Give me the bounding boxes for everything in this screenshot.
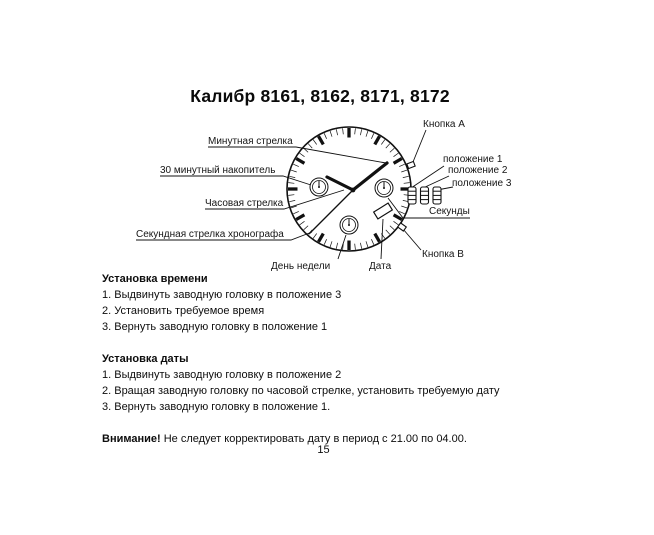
date-step-2: 2. Вращая заводную головку по часовой стрелке, установить требуемую дату	[102, 385, 500, 397]
subdial-seconds	[375, 179, 393, 197]
leader-button-b	[403, 229, 421, 250]
crown-position-1	[408, 187, 416, 204]
label-chrono-second-hand: Секундная стрелка хронографа	[136, 229, 284, 240]
date-step-3: 3. Вернуть заводную головку в положение 1.	[102, 401, 331, 413]
label-position-3: положение 3	[452, 178, 512, 189]
leader-button-a	[413, 130, 426, 162]
label-30min-accumulator: 30 минутный накопитель	[160, 165, 276, 176]
spacer	[102, 415, 582, 431]
leader-position-1	[411, 166, 444, 188]
label-day-of-week: День недели	[271, 261, 331, 272]
button-a-pusher	[407, 161, 415, 168]
label-date: Дата	[369, 261, 392, 272]
crown-positions	[408, 187, 441, 204]
label-button-b: Кнопка B	[422, 249, 464, 260]
spacer	[102, 335, 582, 351]
subdial-30min-accumulator	[310, 178, 328, 196]
warning-label: Внимание!	[102, 433, 161, 445]
label-minute-hand: Минутная стрелка	[208, 136, 293, 147]
label-seconds: Секунды	[429, 206, 470, 217]
date-step-1: 1. Выдвинуть заводную головку в положение 2	[102, 369, 342, 381]
time-step-3: 3. Вернуть заводную головку в положение 1	[102, 321, 328, 333]
label-position-2: положение 2	[448, 165, 508, 176]
section-time-heading: Установка времени	[102, 273, 208, 285]
instructions	[102, 271, 582, 447]
subdial-day-of-week	[340, 216, 358, 234]
label-position-1: положение 1	[443, 154, 503, 165]
page-number: 15	[317, 444, 330, 456]
time-step-2: 2. Установить требуемое время	[102, 305, 265, 317]
hands-center-pivot	[351, 188, 356, 193]
warning-text: Не следует корректировать дату в период с 21.00 по 04.00.	[160, 433, 467, 445]
crown-position-3	[433, 187, 441, 204]
label-hour-hand: Часовая стрелка	[205, 198, 284, 209]
page-title: Калибр 8161, 8162, 8171, 8172	[190, 86, 450, 106]
crown-position-2	[421, 187, 429, 204]
time-step-1: 1. Выдвинуть заводную головку в положение 3	[102, 289, 342, 301]
section-date-heading: Установка даты	[102, 353, 189, 365]
label-button-a: Кнопка A	[423, 119, 465, 130]
